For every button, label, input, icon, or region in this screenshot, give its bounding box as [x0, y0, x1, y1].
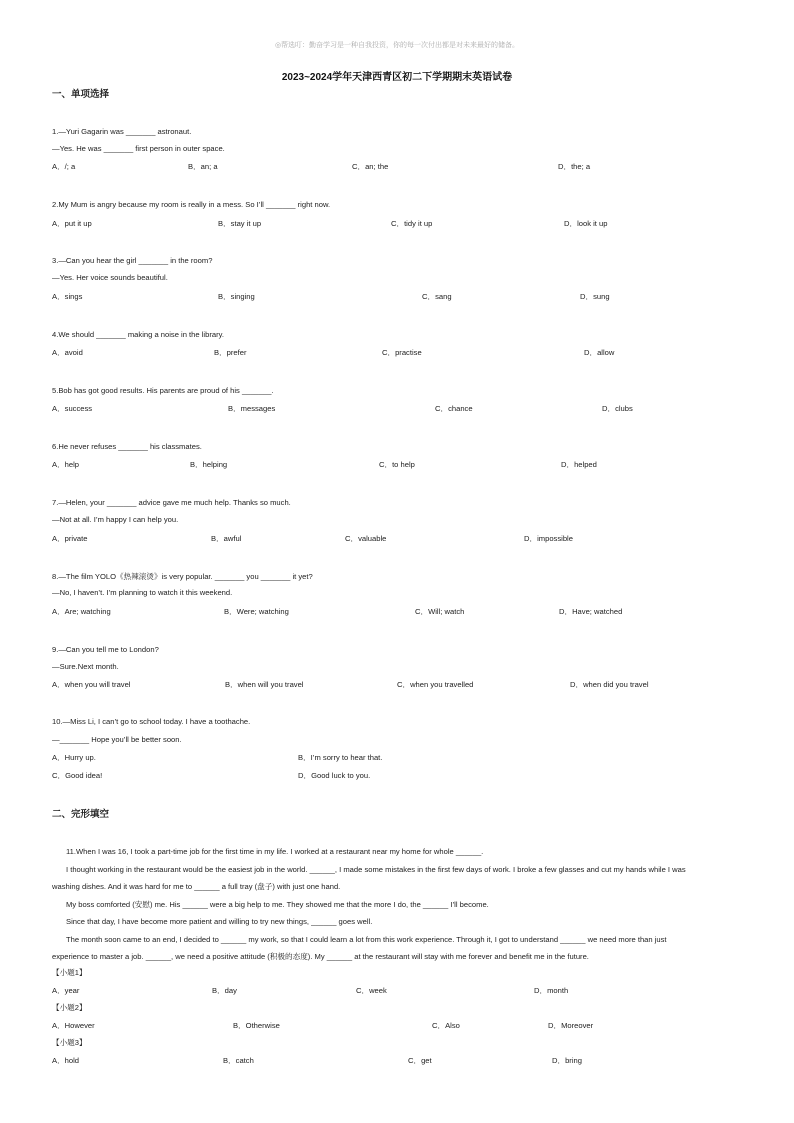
- question-5-option-c[interactable]: C．chance: [435, 404, 473, 413]
- cloze-passage: [52, 843, 742, 966]
- sub-question-3-option-d[interactable]: D．bring: [552, 1056, 582, 1065]
- question-9-line-2: —Sure.Next month.: [52, 662, 119, 671]
- sub-question-3-option-b[interactable]: B．catch: [223, 1056, 254, 1065]
- sub-question-2-option-d[interactable]: D．Moreover: [548, 1021, 594, 1030]
- question-2-line-1: 2.My Mum is angry because my room is really in a mess. So I’ll _______ right now.: [52, 200, 331, 209]
- question-5-option-d[interactable]: D．clubs: [602, 404, 633, 413]
- question-5-line-1: 5.Bob has got good results. His parents are proud of his _______.: [52, 386, 274, 395]
- question-8-option-a[interactable]: A．Are; watching: [52, 607, 111, 616]
- question-1-line-1: 1.—Yuri Gagarin was _______ astronaut.: [52, 127, 192, 136]
- question-7-option-a[interactable]: A．private: [52, 534, 88, 543]
- question-8-option-b[interactable]: B．Were; watching: [224, 607, 289, 616]
- passage-paragraph: The month soon came to an end, I decided to ______ my work, so that I could learn a lot from this work experience. Through it, I got to understand ______ we need more than just: [66, 934, 667, 944]
- question-6-option-b[interactable]: B．helping: [190, 460, 228, 469]
- question-9-option-c[interactable]: C．when you travelled: [397, 680, 474, 689]
- question-3-option-c[interactable]: C．sang: [422, 292, 452, 301]
- question-9-option-d[interactable]: D．when did you travel: [570, 680, 649, 689]
- question-8-option-c[interactable]: C．Will; watch: [415, 607, 465, 616]
- passage-paragraph: experience to master a job. ______, we need a positive attitude (积极的态度). My ______ at the restaurant will stay with me forever and benefit me in the future.: [52, 952, 589, 961]
- question-9-option-b[interactable]: B．when will you travel: [225, 680, 304, 689]
- question-1-option-c[interactable]: C．an; the: [352, 162, 389, 171]
- question-6-option-a[interactable]: A．help: [52, 460, 80, 469]
- question-10-option-a[interactable]: A．Hurry up.: [52, 753, 96, 762]
- question-9-option-a[interactable]: A．when you will travel: [52, 680, 131, 689]
- passage-paragraph: 11.When I was 16, I took a part-time job for the first time in my life. I worked at a restaurant near my home for whole ______.: [66, 847, 484, 856]
- sub-question-1-option-a[interactable]: A．year: [52, 986, 80, 995]
- passage-paragraph: washing dishes. And it was hard for me to ______ a full tray (盘子) with just one hand.: [52, 882, 341, 891]
- question-7-option-c[interactable]: C．valuable: [345, 534, 387, 543]
- question-7-option-b[interactable]: B．awful: [211, 534, 242, 543]
- question-3-option-d[interactable]: D．sung: [580, 292, 610, 301]
- question-1-line-2: —Yes. He was _______ first person in outer space.: [52, 144, 225, 153]
- sub-question-1-option-b[interactable]: B．day: [212, 986, 237, 995]
- section-heading-single-choice: 一、单项选择: [52, 89, 110, 100]
- question-10-line-1: 10.—Miss Li, I can’t go to school today. I have a toothache.: [52, 717, 251, 726]
- passage-paragraph: I thought working in the restaurant would be the easiest job in the world. ______, I made some mistakes in the first few days of work. I broke a few glasses and cut my hands while I was: [66, 864, 686, 874]
- question-7-option-d[interactable]: D．impossible: [524, 534, 573, 543]
- sub-question-2-label: 【小题2】: [52, 1003, 87, 1012]
- sub-question-1-option-c[interactable]: C．week: [356, 986, 387, 995]
- question-4-line-1: 4.We should _______ making a noise in the library.: [52, 330, 224, 339]
- sub-question-3-label: 【小题3】: [52, 1038, 87, 1047]
- question-10-line-2: —_______ Hope you’ll be better soon.: [52, 735, 182, 744]
- question-7-line-1: 7.—Helen, your _______ advice gave me much help. Thanks so much.: [52, 498, 291, 507]
- question-6-line-1: 6.He never refuses _______ his classmates.: [52, 442, 202, 451]
- page-title: 2023~2024学年天津西青区初二下学期期末英语试卷: [281, 72, 513, 83]
- question-3-option-b[interactable]: B．singing: [218, 292, 255, 301]
- question-2-option-c[interactable]: C．tidy it up: [391, 219, 433, 228]
- question-2-option-d[interactable]: D．look it up: [564, 219, 608, 228]
- question-8-line-2: —No, I haven’t. I’m planning to watch it this weekend.: [52, 588, 233, 597]
- passage-paragraph: My boss comforted (安慰) me. His ______ were a big help to me. They showed me that the more I do, the ______ I’ll become.: [66, 899, 489, 909]
- question-4-option-a[interactable]: A．avoid: [52, 348, 83, 357]
- question-5-option-a[interactable]: A．success: [52, 404, 93, 413]
- question-5-option-b[interactable]: B．messages: [228, 404, 276, 413]
- question-9-line-1: 9.—Can you tell me to London?: [52, 645, 159, 654]
- sub-question-3-option-c[interactable]: C．get: [408, 1056, 432, 1065]
- question-8-line-1: 8.—The film YOLO《热辣滚烫》is very popular. _______ you _______ it yet?: [52, 572, 313, 581]
- question-1-option-b[interactable]: B．an; a: [188, 162, 218, 171]
- question-4-option-d[interactable]: D．allow: [584, 348, 615, 357]
- question-4-option-c[interactable]: C．practise: [382, 348, 422, 357]
- sub-question-2-option-c[interactable]: C．Also: [432, 1021, 460, 1030]
- question-4-option-b[interactable]: B．prefer: [214, 348, 247, 357]
- sub-question-3-option-a[interactable]: A．hold: [52, 1056, 80, 1065]
- sub-question-1-option-d[interactable]: D．month: [534, 986, 569, 995]
- question-3-line-2: —Yes. Her voice sounds beautiful.: [52, 273, 168, 282]
- question-6-option-c[interactable]: C．to help: [379, 460, 415, 469]
- question-3-option-a[interactable]: A．sings: [52, 292, 83, 301]
- sub-question-1-label: 【小题1】: [52, 968, 87, 977]
- question-10-option-b[interactable]: B．I’m sorry to hear that.: [298, 753, 383, 762]
- question-1-option-d[interactable]: D．the; a: [558, 162, 591, 171]
- question-1-option-a[interactable]: A．/; a: [52, 162, 76, 171]
- sub-question-2-option-b[interactable]: B．Otherwise: [233, 1021, 280, 1030]
- question-6-option-d[interactable]: D．helped: [561, 460, 597, 469]
- question-10-option-c[interactable]: C．Good idea!: [52, 771, 103, 780]
- question-10-option-d[interactable]: D．Good luck to you.: [298, 771, 371, 780]
- section-heading-cloze: 二、完形填空: [52, 809, 110, 820]
- question-2-option-a[interactable]: A．put it up: [52, 219, 92, 228]
- question-8-option-d[interactable]: D．Have; watched: [559, 607, 623, 616]
- sub-question-2-option-a[interactable]: A．However: [52, 1021, 95, 1030]
- question-2-option-b[interactable]: B．stay it up: [218, 219, 262, 228]
- header-note: ◎帮选叮：勤奋学习是一种自我投资，你的每一次付出都是对未来最好的储备。: [274, 42, 520, 49]
- passage-paragraph: Since that day, I have become more patient and willing to try new things, ______ goes well.: [66, 917, 373, 926]
- question-3-line-1: 3.—Can you hear the girl _______ in the room?: [52, 256, 213, 265]
- question-7-line-2: —Not at all. I’m happy I can help you.: [52, 515, 179, 524]
